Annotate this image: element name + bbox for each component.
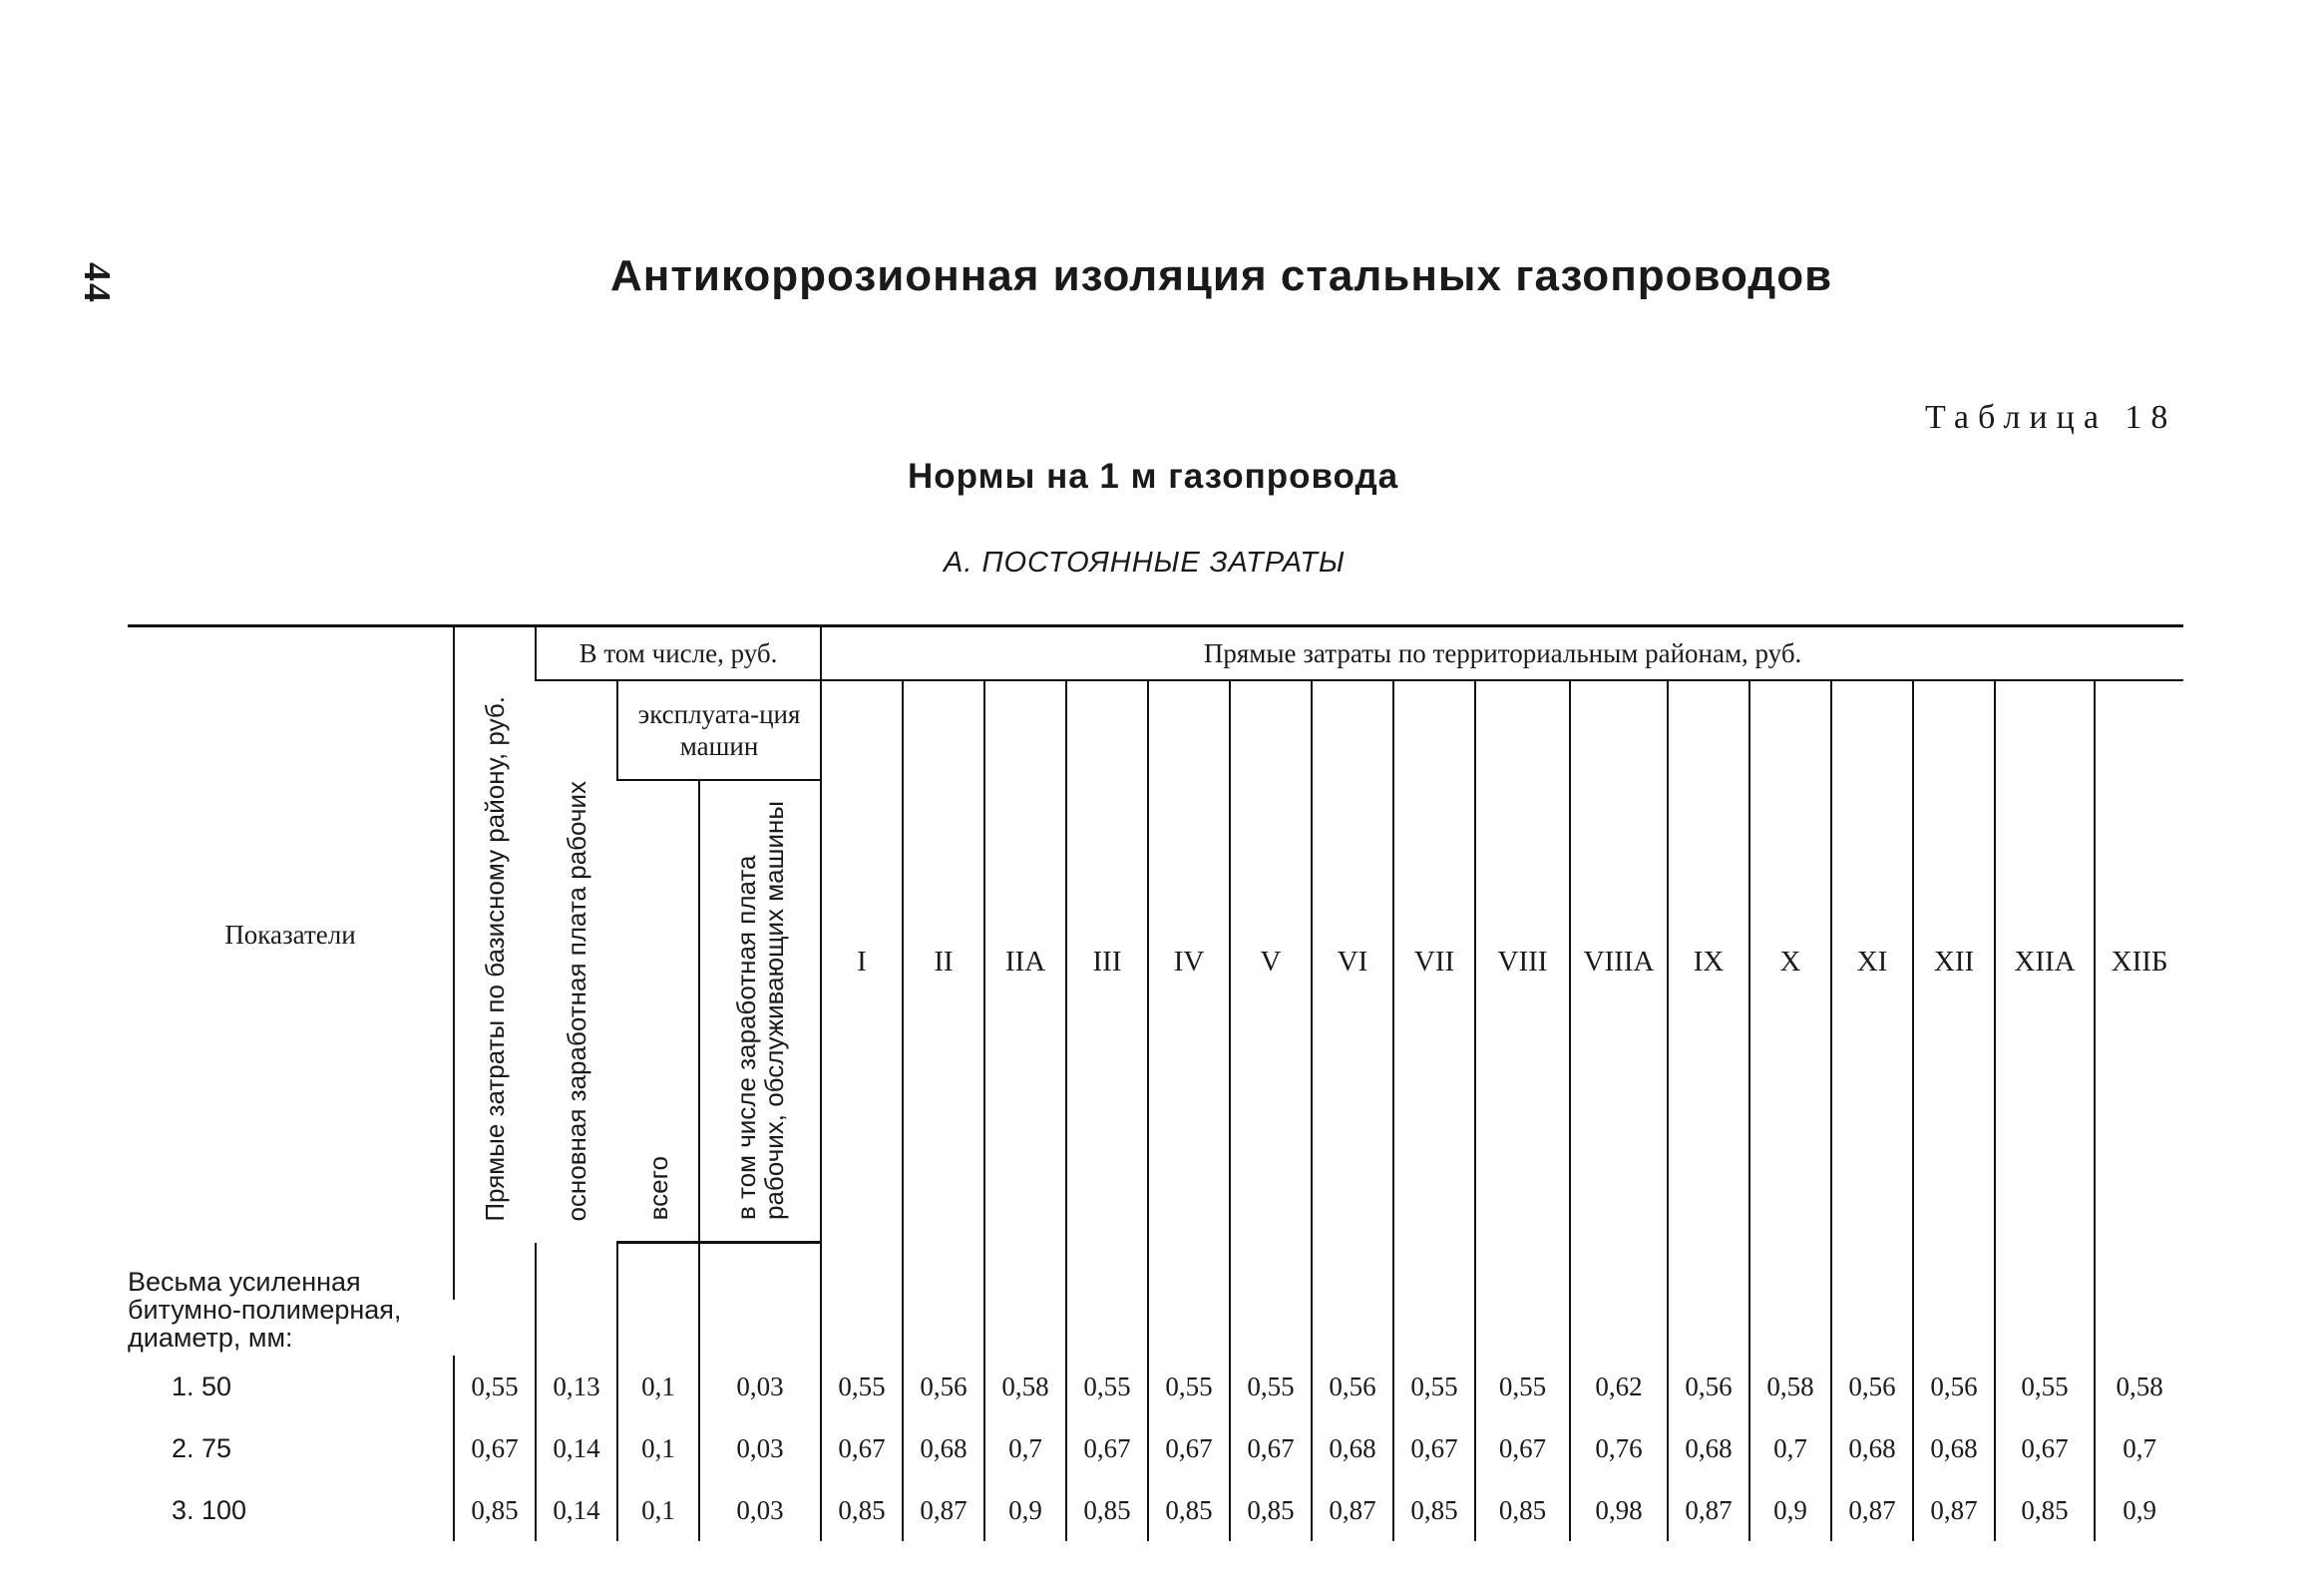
cell-region: 0,7 <box>2095 1417 2183 1479</box>
empty-cell <box>699 1243 821 1301</box>
cell-region: 0,56 <box>1831 1356 1913 1417</box>
empty-cell <box>1393 1243 1475 1301</box>
empty-cell <box>1475 1243 1570 1301</box>
cell-region: 0,56 <box>1913 1356 1995 1417</box>
header-region: VIIIА <box>1570 680 1668 1243</box>
header-machine-operation: эксплуата-ция машин <box>617 680 821 780</box>
header-base-wage <box>536 680 617 1243</box>
empty-cell <box>454 1300 536 1356</box>
group-label: Весьма усиленная битумно-полимерная, диаметр, мм: <box>128 1267 402 1353</box>
cell-region: 0,55 <box>821 1356 903 1417</box>
empty-cell <box>1570 1300 1668 1356</box>
empty-cell <box>821 1300 903 1356</box>
empty-cell <box>454 1243 536 1301</box>
header-region: V <box>1230 680 1312 1243</box>
cell-region: 0,85 <box>1066 1479 1148 1541</box>
header-machine-wage <box>699 780 821 1243</box>
table-row <box>128 1479 2183 1541</box>
cell-region: 0,87 <box>1913 1479 1995 1541</box>
cell-region: 0,9 <box>984 1479 1066 1541</box>
empty-cell <box>984 1243 1066 1301</box>
cell-region: 0,85 <box>821 1479 903 1541</box>
empty-cell <box>699 1300 821 1356</box>
empty-cell <box>617 1243 699 1301</box>
cell-region: 0,67 <box>1066 1417 1148 1479</box>
cell-region: 0,56 <box>903 1356 984 1417</box>
cell-wage: 0,14 <box>536 1417 617 1479</box>
cell-region: 0,7 <box>1749 1417 1831 1479</box>
table-row <box>128 1417 2183 1479</box>
empty-cell <box>617 1300 699 1356</box>
cell-machine-wage: 0,03 <box>699 1417 821 1479</box>
empty-cell <box>903 1300 984 1356</box>
empty-cell <box>1749 1300 1831 1356</box>
cell-region: 0,98 <box>1570 1479 1668 1541</box>
empty-cell <box>2095 1243 2183 1301</box>
row-label: 1. 50 <box>172 1372 232 1401</box>
header-direct-costs-base <box>454 626 536 1243</box>
cell-region: 0,87 <box>1312 1479 1393 1541</box>
empty-cell <box>1749 1243 1831 1301</box>
table-caption: Нормы на 1 м газопровода <box>908 457 1399 496</box>
cell-region: 0,76 <box>1570 1417 1668 1479</box>
section-caption: А. ПОСТОЯННЫЕ ЗАТРАТЫ <box>944 547 1346 579</box>
empty-cell <box>1913 1243 1995 1301</box>
header-region: II <box>903 680 984 1243</box>
norms-table <box>128 624 2183 1541</box>
empty-cell <box>1831 1300 1913 1356</box>
cell-base: 0,85 <box>454 1479 536 1541</box>
header-region: IV <box>1148 680 1230 1243</box>
header-regions-group: Прямые затраты по территориальным районам, руб. <box>821 626 2183 681</box>
empty-cell <box>536 1300 617 1356</box>
header-region: I <box>821 680 903 1243</box>
cell-region: 0,87 <box>1668 1479 1749 1541</box>
cell-region: 0,68 <box>1913 1417 1995 1479</box>
cell-machine-wage: 0,03 <box>699 1356 821 1417</box>
cell-base: 0,55 <box>454 1356 536 1417</box>
cell-region: 0,56 <box>1312 1356 1393 1417</box>
cell-machine-total: 0,1 <box>617 1356 699 1417</box>
header-direct-costs-base-label: Прямые затраты по базисному району, руб. <box>480 695 510 1222</box>
empty-cell <box>1230 1243 1312 1301</box>
header-region: VII <box>1393 680 1475 1243</box>
empty-cell <box>903 1243 984 1301</box>
header-base-wage-label: основная заработная плата рабочих <box>561 780 591 1222</box>
cell-machine-total: 0,1 <box>617 1417 699 1479</box>
empty-cell <box>1995 1300 2095 1356</box>
cell-region: 0,9 <box>2095 1479 2183 1541</box>
header-indicators: Показатели <box>224 919 356 950</box>
empty-cell <box>1570 1243 1668 1301</box>
empty-cell <box>2095 1300 2183 1356</box>
empty-cell <box>1066 1300 1148 1356</box>
cell-region: 0,68 <box>1668 1417 1749 1479</box>
cell-region: 0,67 <box>1393 1417 1475 1479</box>
cell-region: 0,55 <box>1230 1356 1312 1417</box>
cell-region: 0,7 <box>984 1417 1066 1479</box>
header-region: XIIА <box>1995 680 2095 1243</box>
table-number: Таблица 18 <box>1925 399 2177 436</box>
header-region: VI <box>1312 680 1393 1243</box>
empty-cell <box>1230 1300 1312 1356</box>
cell-region: 0,87 <box>1831 1479 1913 1541</box>
empty-cell <box>1668 1243 1749 1301</box>
cell-region: 0,67 <box>1995 1417 2095 1479</box>
cell-base: 0,67 <box>454 1417 536 1479</box>
empty-cell <box>1148 1300 1230 1356</box>
empty-cell <box>1475 1300 1570 1356</box>
cell-region: 0,68 <box>1831 1417 1913 1479</box>
cell-region: 0,87 <box>903 1479 984 1541</box>
cell-region: 0,55 <box>1475 1356 1570 1417</box>
empty-cell <box>1668 1300 1749 1356</box>
header-machine-total <box>617 780 699 1243</box>
table-row <box>128 1243 2183 1301</box>
empty-cell <box>821 1243 903 1301</box>
cell-region: 0,55 <box>1148 1356 1230 1417</box>
cell-region: 0,85 <box>1230 1479 1312 1541</box>
header-including-group: В том числе, руб. <box>536 626 821 681</box>
cell-region: 0,55 <box>1995 1356 2095 1417</box>
cell-wage: 0,14 <box>536 1479 617 1541</box>
cell-region: 0,9 <box>1749 1479 1831 1541</box>
header-region: XI <box>1831 680 1913 1243</box>
empty-cell <box>1148 1243 1230 1301</box>
page-number: 44 <box>76 262 118 304</box>
cell-region: 0,68 <box>1312 1417 1393 1479</box>
cell-region: 0,68 <box>903 1417 984 1479</box>
header-machine-total-label: всего <box>642 1155 673 1220</box>
table-row <box>128 1356 2183 1417</box>
cell-region: 0,62 <box>1570 1356 1668 1417</box>
empty-cell <box>1995 1243 2095 1301</box>
header-region: X <box>1749 680 1831 1243</box>
cell-machine-total: 0,1 <box>617 1479 699 1541</box>
cell-region: 0,58 <box>984 1356 1066 1417</box>
cell-wage: 0,13 <box>536 1356 617 1417</box>
cell-region: 0,67 <box>1148 1417 1230 1479</box>
empty-cell <box>536 1243 617 1301</box>
empty-cell <box>1066 1243 1148 1301</box>
header-region: III <box>1066 680 1148 1243</box>
header-region: XII <box>1913 680 1995 1243</box>
empty-cell <box>1312 1243 1393 1301</box>
cell-region: 0,85 <box>1475 1479 1570 1541</box>
empty-cell <box>1831 1243 1913 1301</box>
cell-region: 0,67 <box>821 1417 903 1479</box>
header-region: XIIБ <box>2095 680 2183 1243</box>
cell-region: 0,58 <box>2095 1356 2183 1417</box>
row-label: 3. 100 <box>172 1495 247 1525</box>
row-label: 2. 75 <box>172 1433 232 1463</box>
header-region: IX <box>1668 680 1749 1243</box>
cell-region: 0,55 <box>1393 1356 1475 1417</box>
header-region: VIII <box>1475 680 1570 1243</box>
cell-region: 0,55 <box>1066 1356 1148 1417</box>
empty-cell <box>1913 1300 1995 1356</box>
empty-cell <box>1312 1300 1393 1356</box>
empty-cell <box>984 1300 1066 1356</box>
cell-machine-wage: 0,03 <box>699 1479 821 1541</box>
header-machine-wage-label: в том числе заработная плата рабочих, обслуживающих машины <box>731 800 789 1220</box>
running-title: Антикоррозионная изоляция стальных газопроводов <box>610 251 1833 300</box>
cell-region: 0,56 <box>1668 1356 1749 1417</box>
cell-region: 0,67 <box>1475 1417 1570 1479</box>
empty-cell <box>1393 1300 1475 1356</box>
cell-region: 0,85 <box>1995 1479 2095 1541</box>
cell-region: 0,67 <box>1230 1417 1312 1479</box>
cell-region: 0,85 <box>1148 1479 1230 1541</box>
cell-region: 0,58 <box>1749 1356 1831 1417</box>
header-region: IIА <box>984 680 1066 1243</box>
cell-region: 0,85 <box>1393 1479 1475 1541</box>
